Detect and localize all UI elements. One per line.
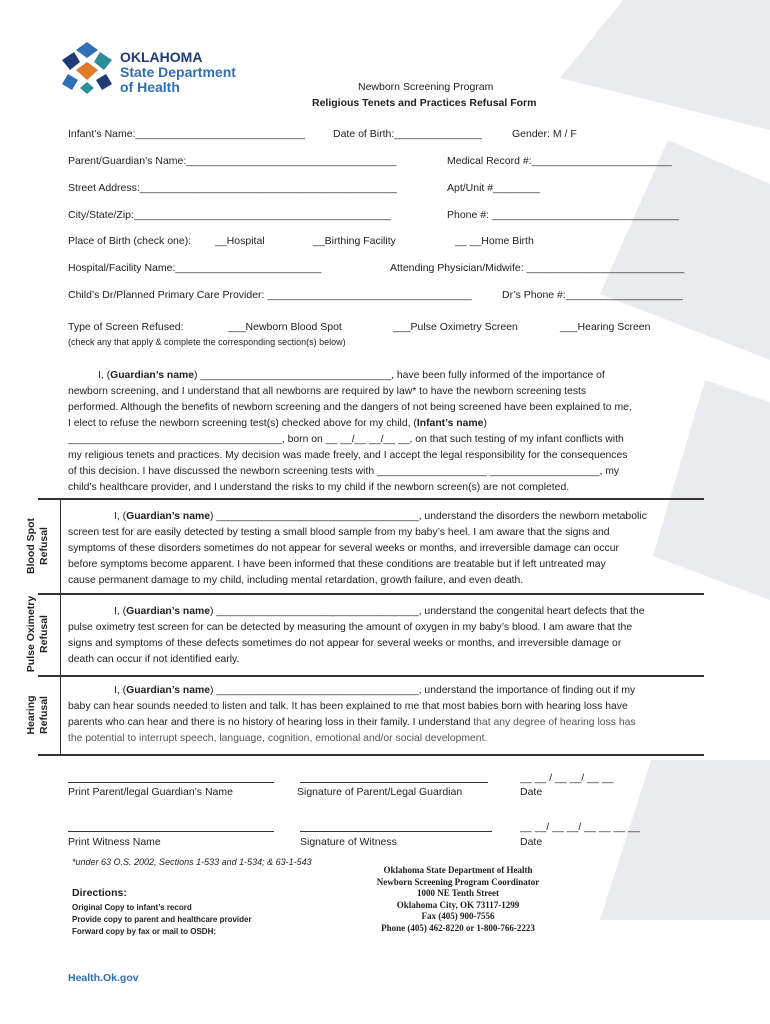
pulse-oximetry-section: I, (Guardian’s name) ___________________________________, understand the congenital heart defects that the pulse oximetry test screen for can be detected by measuring the amount of oxygen in my baby’s blood. I am aware that the signs and symptoms of these defects sometimes do not appear for several weeks or months, and irreversible damage or death can occur if not identified early. [68,606,645,665]
brand-line-1: OKLAHOMA [120,49,203,65]
address-block: Oklahoma State Department of Health Newborn Screening Program Coordinator 1000 NE Tenth Street Oklahoma City, OK 73117-1299 Fax (405) 900-7556 Phone (405) 462-8220 or 1-800-766-2223 [376,865,540,933]
background-shape [560,0,770,130]
home-birth-checkbox[interactable]: __ __Home Birth [455,235,534,247]
date-blank-2[interactable]: __ __/ __ __/ __ __ __ __ [520,821,640,833]
print-parent-label: Print Parent/legal Guardian’s Name [68,786,233,798]
hospital-checkbox[interactable]: __Hospital [215,235,265,247]
section-divider [38,593,704,595]
street-address-field[interactable]: Street Address:____________________________________________ [68,182,397,194]
physician-field[interactable]: Attending Physician/Midwife: ___________________________ [390,262,685,274]
sig-witness-line[interactable] [300,831,492,832]
form-title: Religious Tenets and Practices Refusal Form [312,97,537,109]
main-statement: I, (Guardian’s name) _________________________________, have been fully informed of the importance of newborn screening, and I understand that all newborns are required by law* to have the newborn screening tests performed. Although the benefits of newborn screening and the dangers of not being screened have been explained to me, I elect to refuse the newborn screening test(s) checked above for my child, (Infant’s name) _____________________________________, born on __ __/__ __/__ __, on that such testing of my infant conflicts with my religious tenets and practices. My decision was made freely, and I accept the legal responsibility for the consequences of this decision. I have discussed the newborn screening tests with ___________________ ___________________, my child’s healthcare provider, and I understand the risks to my child if the newborn screen(s) are not completed. [68,370,632,493]
blood-spot-section: I, (Guardian’s name) ___________________________________, understand the disorders the newborn metabolic screen test for are easily detected by testing a small blood sample from my baby’s heel. I am aware that the signs and symptoms of these disorders sometimes do not appear for several weeks or months, and irreversible damage can occur before symptoms become apparent. I have been informed that these conditions are treatable but if left untreated may cause permanent damage to my child, including mental retardation, growth failure, and even death. [68,511,647,586]
date-label-1: Date [520,786,543,798]
sig-parent-label: Signature of Parent/Legal Guardian [297,786,463,798]
date-label-2: Date [520,836,543,848]
directions-title: Directions: [72,887,127,899]
background-shape [600,760,770,920]
phone-field[interactable]: Phone #: ________________________________ [447,209,679,221]
directions-line-2: Provide copy to parent and healthcare provider [72,915,252,924]
blood-spot-checkbox[interactable]: ___Newborn Blood Spot [228,321,342,333]
print-parent-line[interactable] [68,782,274,783]
dob-field[interactable]: Date of Birth:_______________ [333,128,482,140]
date-blank-1[interactable]: __ __ / __ __/ __ __ [520,772,614,784]
pulse-oximetry-checkbox[interactable]: ___Pulse Oximetry Screen [393,321,518,333]
section-divider [38,754,704,756]
brand-line-2: State Department [120,64,236,80]
blood-spot-side-label: Blood Spot Refusal [25,517,50,574]
hearing-side-label: Hearing Refusal [25,694,50,735]
facility-name-field[interactable]: Hospital/Facility Name:_________________________ [68,262,322,274]
hearing-checkbox[interactable]: ___Hearing Screen [560,321,651,333]
legal-footnote: *under 63 O.S. 2002, Sections 1-533 and 1-534; & 63-1-543 [72,857,312,867]
provider-field[interactable]: Child’s Dr/Planned Primary Care Provider: ___________________________________ [68,289,472,301]
medical-record-field[interactable]: Medical Record #:________________________ [447,155,672,167]
program-name: Newborn Screening Program [358,81,494,93]
hearing-section: I, (Guardian’s name) ___________________________________, understand the importance of finding out if my baby can hear sounds needed to listen and talk. It has been explained to me that most babies born with hearing loss have parents who can hear and there is no history of hearing loss in their family. I understand that any degree of hearing loss has the potential to interrupt speech, language, cognition, emotional and/or social development. [68,685,636,744]
print-witness-line[interactable] [68,831,274,832]
pulse-oximetry-side-label: Pulse Oximetry Refusal [25,595,50,673]
section-sidebar-rule [60,498,61,754]
place-of-birth-label: Place of Birth (check one): [68,235,192,247]
sig-parent-line[interactable] [300,782,488,783]
gender-field[interactable]: Gender: M / F [512,128,577,140]
ok-health-logo-icon [60,40,114,94]
screen-type-label: Type of Screen Refused: [68,321,184,333]
brand-line-3: of Health [120,79,180,95]
apt-field[interactable]: Apt/Unit #________ [447,182,540,194]
birthing-facility-checkbox[interactable]: __Birthing Facility [313,235,396,247]
directions-line-1: Original Copy to infant’s record [72,903,192,912]
infant-name-field[interactable]: Infant’s Name:_____________________________ [68,128,305,140]
screen-type-note: (check any that apply & complete the corresponding section(s) below) [68,337,346,347]
section-divider [38,498,704,500]
sig-witness-label: Signature of Witness [300,836,397,848]
print-witness-label: Print Witness Name [68,836,161,848]
directions-line-3: Forward copy by fax or mail to OSDH: [72,927,217,936]
parent-name-field[interactable]: Parent/Guardian’s Name:____________________________________ [68,155,397,167]
dr-phone-field[interactable]: Dr’s Phone #:____________________ [502,289,683,301]
city-state-zip-field[interactable]: City/State/Zip:____________________________________________ [68,209,391,221]
section-divider [38,675,704,677]
website-link[interactable]: Health.Ok.gov [68,972,139,984]
